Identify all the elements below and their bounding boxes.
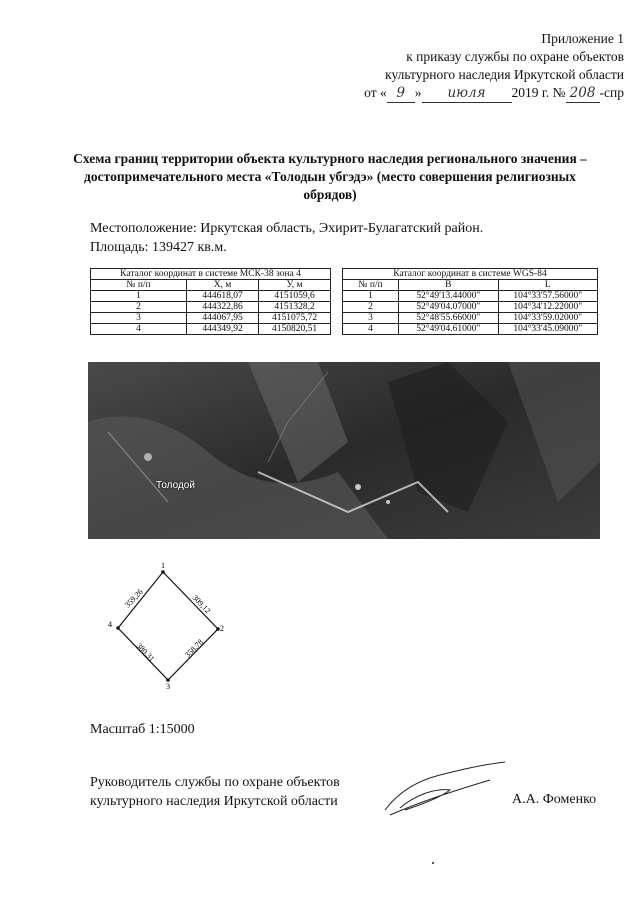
appendix-agency: культурного наследия Иркутской области [385,67,624,82]
document-title: Схема границ территории объекта культурного наследия регионального значения – достопримечательного места «Толодын убгэдэ» (место совершения религиозных обрядов) [73,151,587,202]
table-cell: 104°33'57.56000" [498,291,597,302]
point-label-3: 3 [166,682,170,690]
signer-name: А.А. Фоменко [512,792,597,807]
satellite-image-art [88,362,600,539]
table-cell: 4151059,6 [259,291,331,302]
scale-text: Масштаб 1:15000 [90,722,195,737]
table-cell: 4151328,2 [259,302,331,313]
order-suffix: -спр [599,85,624,100]
table-cell: 4 [343,324,399,335]
table-cell: 4150820,51 [259,324,331,335]
location-text: Местоположение: Иркутская область, Эхирит-Булагатский район. [90,221,484,236]
point-label-1: 1 [161,561,165,570]
column-header: X, м [187,280,259,291]
table-cell: 104°33'59.02000" [498,313,597,324]
edge-label-2-3: 358,78 [183,637,205,660]
edge-label-3-4: 380,31 [134,641,157,664]
table-row [91,324,331,335]
scan-speck [432,862,434,864]
table-cell: 4151075,72 [259,313,331,324]
table-cell: 104°34'12.22000" [498,302,597,313]
column-header: У, м [259,280,331,291]
date-day-handwritten: 9 [387,84,415,103]
boundary-scheme [100,560,240,690]
table-cell: 444349,92 [187,324,259,335]
date-mid: » [414,85,422,100]
table-row [343,313,598,324]
table-cell: 1 [91,291,187,302]
signatory-title-line1: Руководитель службы по охране объектов [90,775,340,790]
table-cell: 3 [343,313,399,324]
appendix-date-line [364,84,624,103]
catalog-msk-caption: Каталог координат в системе МСК-38 зона 4 [91,269,331,280]
table-cell: 1 [343,291,399,302]
table-cell: 52°48'55.66000" [399,313,498,324]
table-cell: 4 [91,324,187,335]
order-number-handwritten: 208 [566,84,600,103]
catalog-wgs-table [342,268,598,335]
table-cell: 52°49'04.07000" [399,302,498,313]
table-cell: 52°49'04.61000" [399,324,498,335]
appendix-title: Приложение 1 [541,31,624,46]
table-row [91,291,331,302]
edge-label-4-1: 359,26 [122,587,145,610]
appendix-order-ref: к приказу службы по охране объектов [406,49,624,64]
table-cell: 2 [91,302,187,313]
table-cell: 104°33'45.09000" [498,324,597,335]
point-label-4: 4 [108,620,112,629]
table-row [91,313,331,324]
handwritten-signature [380,760,510,820]
satellite-image [88,362,600,539]
appendix-header [364,30,624,103]
column-header: № п/п [343,280,399,291]
place-label: Толодой [156,480,195,491]
date-prefix: от « [364,85,387,100]
table-cell: 444067,95 [187,313,259,324]
column-header: B [399,280,498,291]
signatory-block [90,773,340,811]
table-cell: 444322,86 [187,302,259,313]
table-cell: 3 [91,313,187,324]
catalog-wgs-caption: Каталог координат в системе WGS-84 [343,269,598,280]
site-meta [90,219,483,257]
area-text: Площадь: 139427 кв.м. [90,240,227,255]
table-row [343,291,598,302]
table-row [91,302,331,313]
catalog-msk-table [90,268,331,335]
table-row [343,324,598,335]
table-cell: 52°49'13.44000" [399,291,498,302]
column-header: L [498,280,597,291]
date-year: 2019 г. № [511,85,566,100]
date-month-handwritten: июля [422,84,512,103]
edge-label-1-2: 309,12 [190,593,213,616]
point-label-2: 2 [220,624,224,633]
table-cell: 2 [343,302,399,313]
signatory-title-line2: культурного наследия Иркутской области [90,794,338,809]
table-cell: 444618,07 [187,291,259,302]
table-row [343,302,598,313]
boundary-scheme-art [100,560,240,690]
column-header: № п/п [91,280,187,291]
